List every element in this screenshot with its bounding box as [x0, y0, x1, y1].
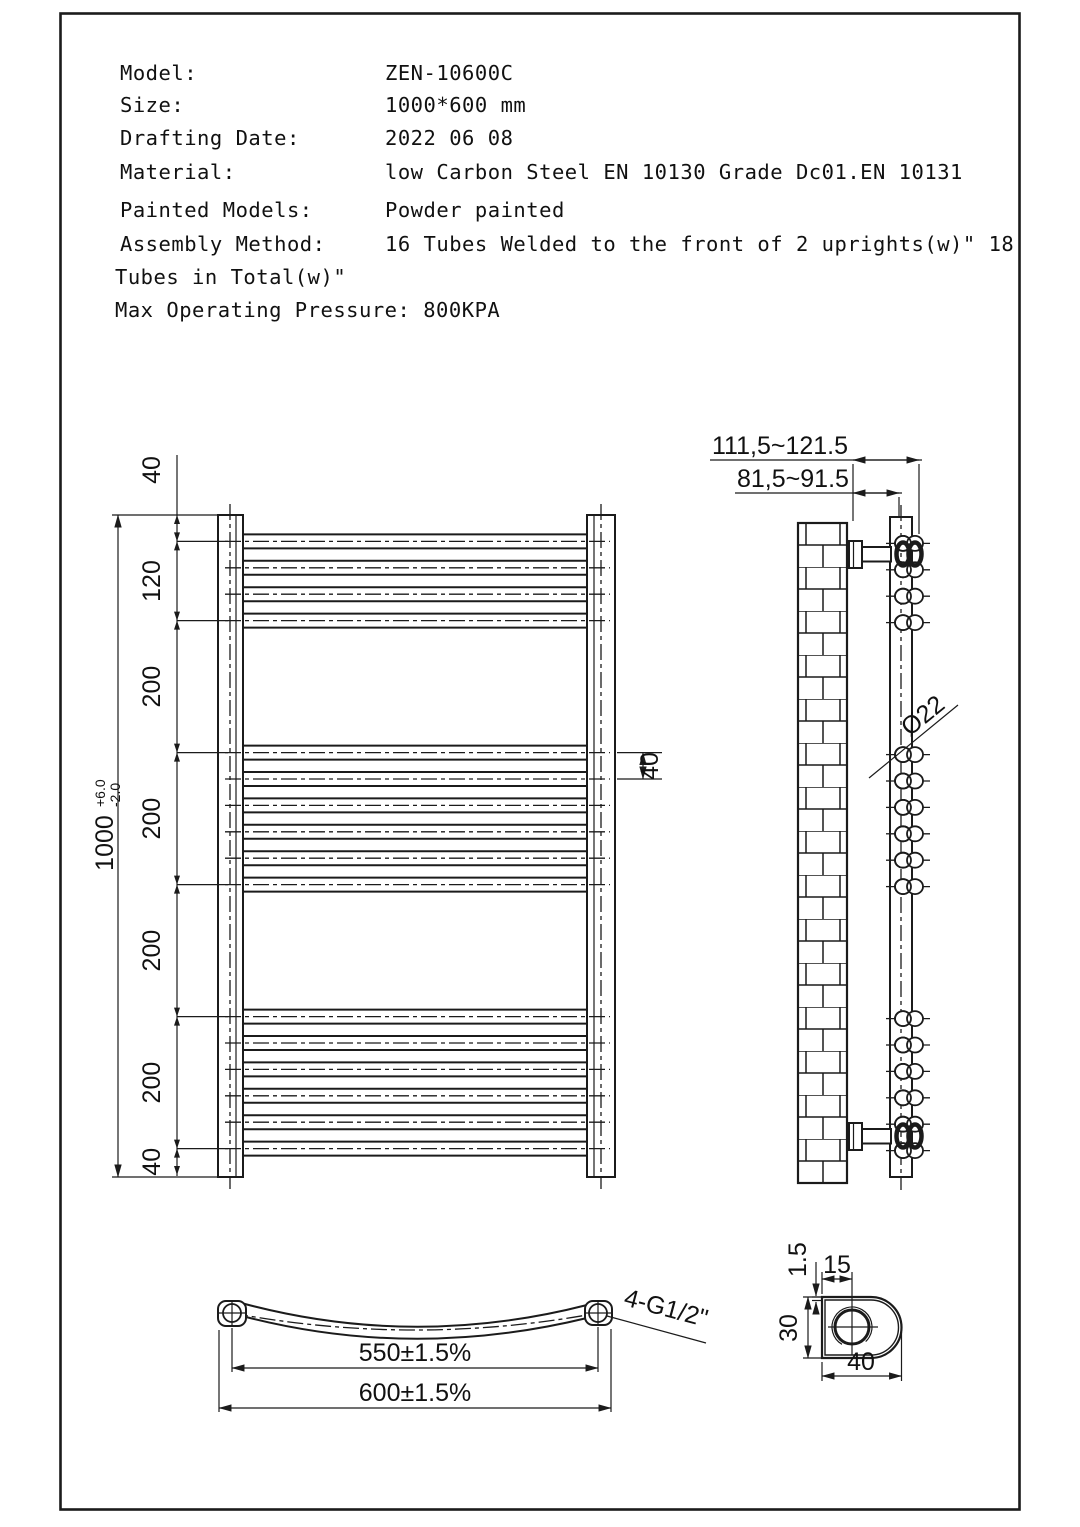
overall-dim-label — [91, 779, 123, 871]
end-fitting-right — [585, 1300, 612, 1325]
spec-value: 2022 06 08 — [385, 126, 514, 150]
dim-chain-label: 40 — [138, 1147, 166, 1176]
dim-chain-label: 200 — [138, 929, 166, 972]
bracket-arm — [862, 1129, 891, 1144]
dim-chain-label: 40 — [138, 456, 166, 484]
end-fitting-left — [218, 1300, 246, 1326]
wall-section — [798, 523, 847, 1183]
height-dim-label: 30 — [775, 1314, 803, 1342]
pitch-dim-label: 40 — [636, 752, 664, 780]
spec-pressure: Max Operating Pressure: 800KPA — [115, 298, 501, 322]
spec-label: Material: — [120, 160, 236, 184]
width-dim-label: 40 — [847, 1348, 875, 1376]
spec-value: ZEN-10600C — [385, 61, 514, 85]
spec-value: 1000*600 mm — [385, 93, 527, 117]
spec-label: Size: — [120, 93, 185, 117]
thread-label: 4-G1/2" — [621, 1283, 711, 1333]
offset-dim-label: 15 — [823, 1251, 851, 1279]
depth-dim-inner-label: 81,5~91.5 — [737, 465, 849, 493]
spec-label: Painted Models: — [120, 198, 313, 222]
dim-tolerance-minus: -2.0 — [107, 782, 123, 807]
bracket-arm — [862, 547, 891, 562]
centers-dim-label: 550±1.5% — [358, 1339, 472, 1367]
tube-diameter-label: Ø22 — [895, 690, 951, 742]
dim-value: 1000 — [91, 815, 119, 871]
dim-tolerance-plus: +6.0 — [92, 779, 108, 807]
spec-value: 16 Tubes Welded to the front of 2 uprights(w)" 18 — [385, 232, 1015, 256]
dim-chain-label: 200 — [138, 665, 166, 708]
wall-thickness-label: 1.5 — [784, 1242, 812, 1277]
bracket-flange — [849, 541, 862, 568]
spec-label: Model: — [120, 61, 198, 85]
spec-label: Drafting Date: — [120, 126, 300, 150]
spec-label: Assembly Method: — [120, 232, 326, 256]
spec-overflow: Tubes in Total(w)" — [115, 265, 347, 289]
depth-dim-outer-label: 111,5~121.5 — [712, 432, 849, 460]
dim-chain-label: 120 — [138, 560, 166, 602]
dim-chain-label: 200 — [138, 1061, 166, 1104]
bracket-flange — [849, 1123, 862, 1150]
spec-value: low Carbon Steel EN 10130 Grade Dc01.EN 10131 — [385, 160, 963, 184]
spec-value: Powder painted — [385, 198, 565, 222]
overall-width-dim-label: 600±1.5% — [358, 1379, 472, 1407]
dim-chain-label: 200 — [138, 797, 166, 840]
